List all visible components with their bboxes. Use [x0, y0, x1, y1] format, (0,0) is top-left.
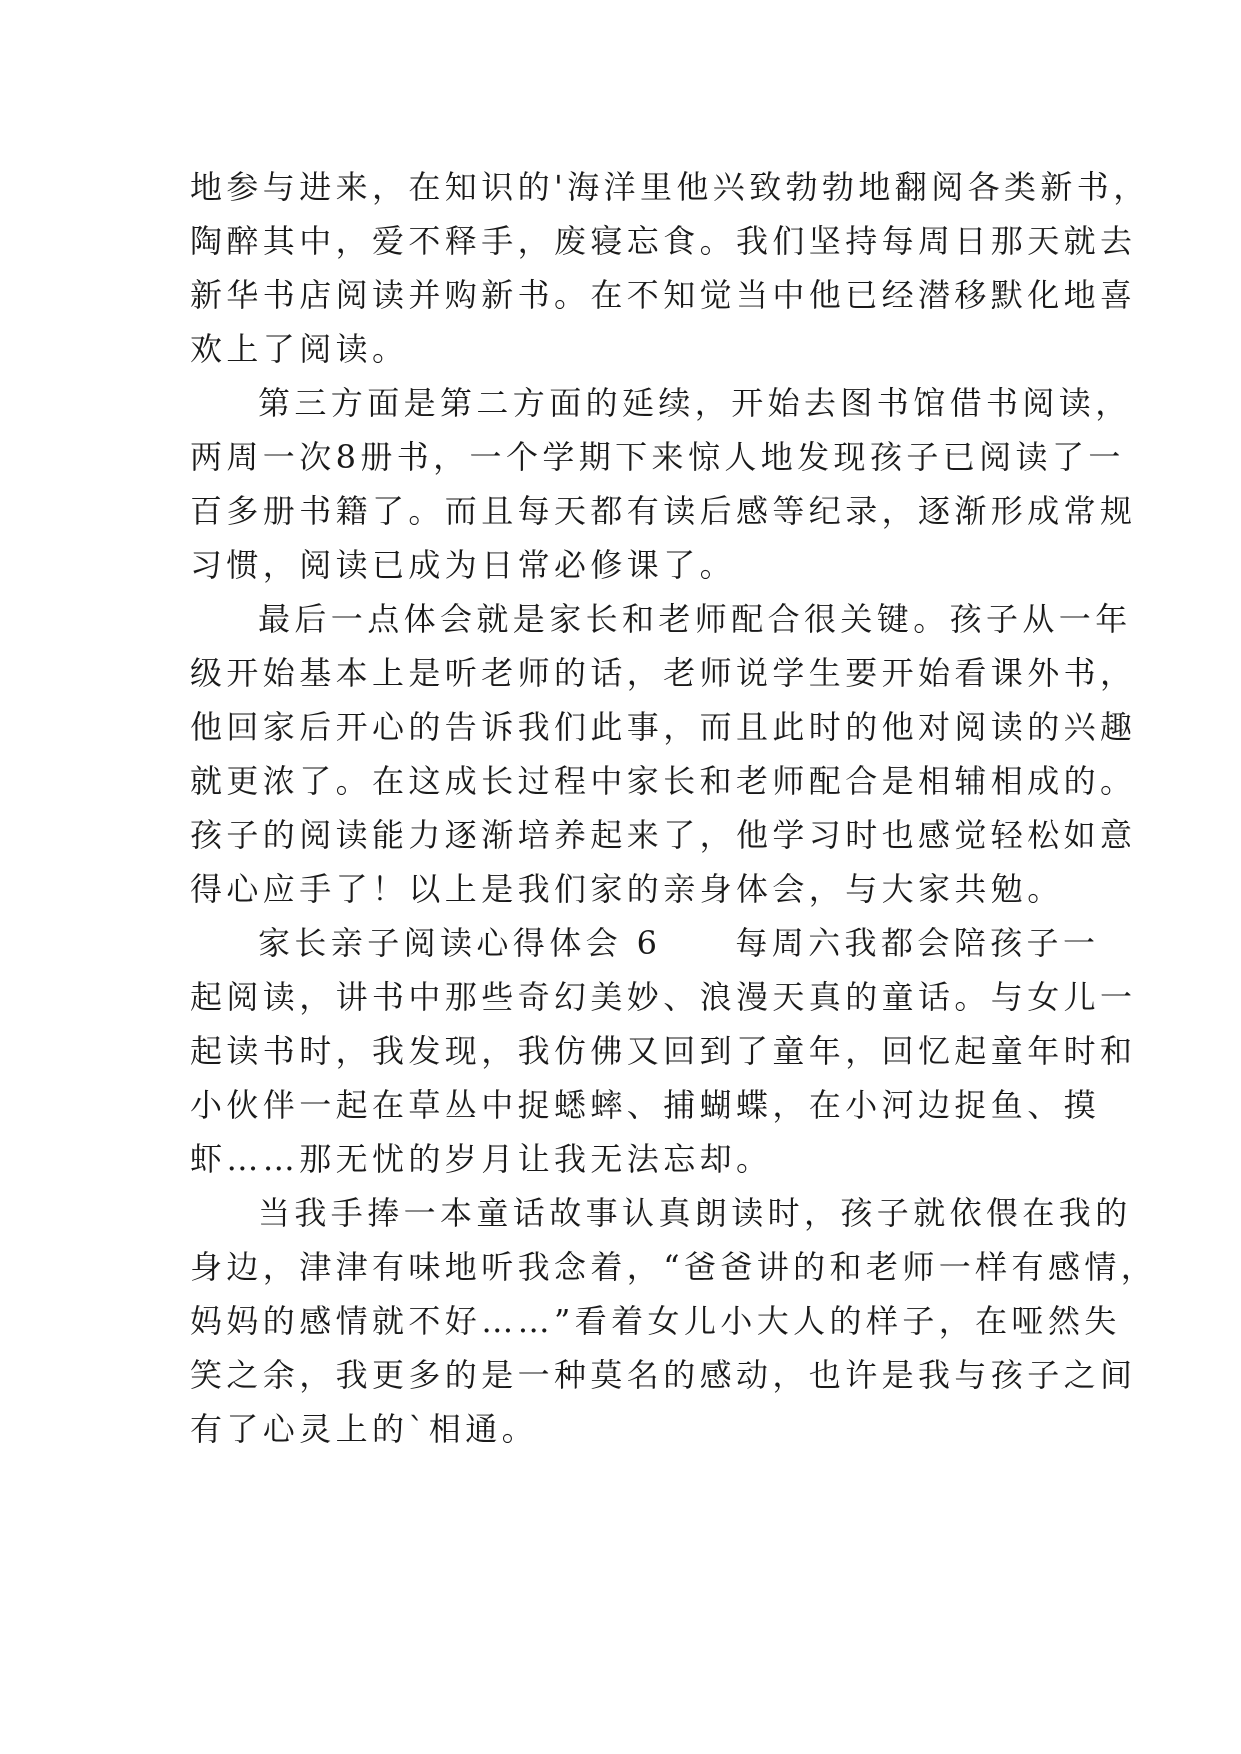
- paragraph-1-line-4: 欢上了阅读。: [190, 330, 409, 368]
- section-heading-tail: 每周六我都会陪孩子一: [735, 924, 1100, 962]
- paragraph-4-line-1: 起阅读，讲书中那些奇幻美妙、浪漫天真的童话。与女儿一: [190, 978, 1137, 1016]
- paragraph-3-line-6: 得心应手了！以上是我们家的亲身体会，与大家共勉。: [190, 870, 1064, 908]
- paragraph-3-line-4: 就更浓了。在这成长过程中家长和老师配合是相辅相成的。: [190, 762, 1137, 800]
- paragraph-2-line-4: 习惯，阅读已成为日常必修课了。: [190, 546, 737, 584]
- paragraph-1-line-3: 新华书店阅读并购新书。在不知觉当中他已经潜移默化地喜: [190, 276, 1137, 314]
- paragraph-3-line-3: 他回家后开心的告诉我们此事，而且此时的他对阅读的兴趣: [190, 708, 1137, 746]
- paragraph-4-line-2: 起读书时，我发现，我仿佛又回到了童年，回忆起童年时和: [190, 1032, 1137, 1070]
- paragraph-5-line-5: 有了心灵上的`相通。: [190, 1410, 539, 1448]
- paragraph-3-line-2: 级开始基本上是听老师的话，老师说学生要开始看课外书，: [190, 654, 1137, 692]
- paragraph-2-line-2: 两周一次8册书，一个学期下来惊人地发现孩子已阅读了一: [190, 438, 1125, 476]
- paragraph-1-line-1: 地参与进来，在知识的'海洋里他兴致勃勃地翻阅各类新书，: [190, 168, 1150, 206]
- paragraph-3-line-5: 孩子的阅读能力逐渐培养起来了，他学习时也感觉轻松如意: [190, 816, 1137, 854]
- paragraph-1-line-2: 陶醉其中，爱不释手，废寝忘食。我们坚持每周日那天就去: [190, 222, 1137, 260]
- paragraph-5-line-4: 笑之余，我更多的是一种莫名的感动，也许是我与孩子之间: [190, 1356, 1137, 1394]
- document-body: [190, 160, 1158, 1456]
- paragraph-5-line-3: 妈妈的感情就不好……”看着女儿小大人的样子，在哑然失: [190, 1302, 1121, 1340]
- paragraph-2-line-1: 第三方面是第二方面的延续，开始去图书馆借书阅读，: [258, 384, 1132, 422]
- paragraph-5-line-2: 身边，津津有味地听我念着，“爸爸讲的和老师一样有感情，: [190, 1248, 1158, 1286]
- paragraph-3-line-1: 最后一点体会就是家长和老师配合很关键。孩子从一年: [258, 600, 1132, 638]
- paragraph-5-line-1: 当我手捧一本童话故事认真朗读时，孩子就依偎在我的: [258, 1194, 1132, 1232]
- paragraph-4-line-4: 虾……那无忧的岁月让我无法忘却。: [190, 1140, 773, 1178]
- paragraph-4-heading-line: [190, 916, 1100, 970]
- section-heading: 家长亲子阅读心得体会 6: [258, 924, 662, 962]
- paragraph-4-line-3: 小伙伴一起在草丛中捉蟋蟀、捕蝴蝶，在小河边捉鱼、摸: [190, 1086, 1101, 1124]
- paragraph-2-line-3: 百多册书籍了。而且每天都有读后感等纪录，逐渐形成常规: [190, 492, 1137, 530]
